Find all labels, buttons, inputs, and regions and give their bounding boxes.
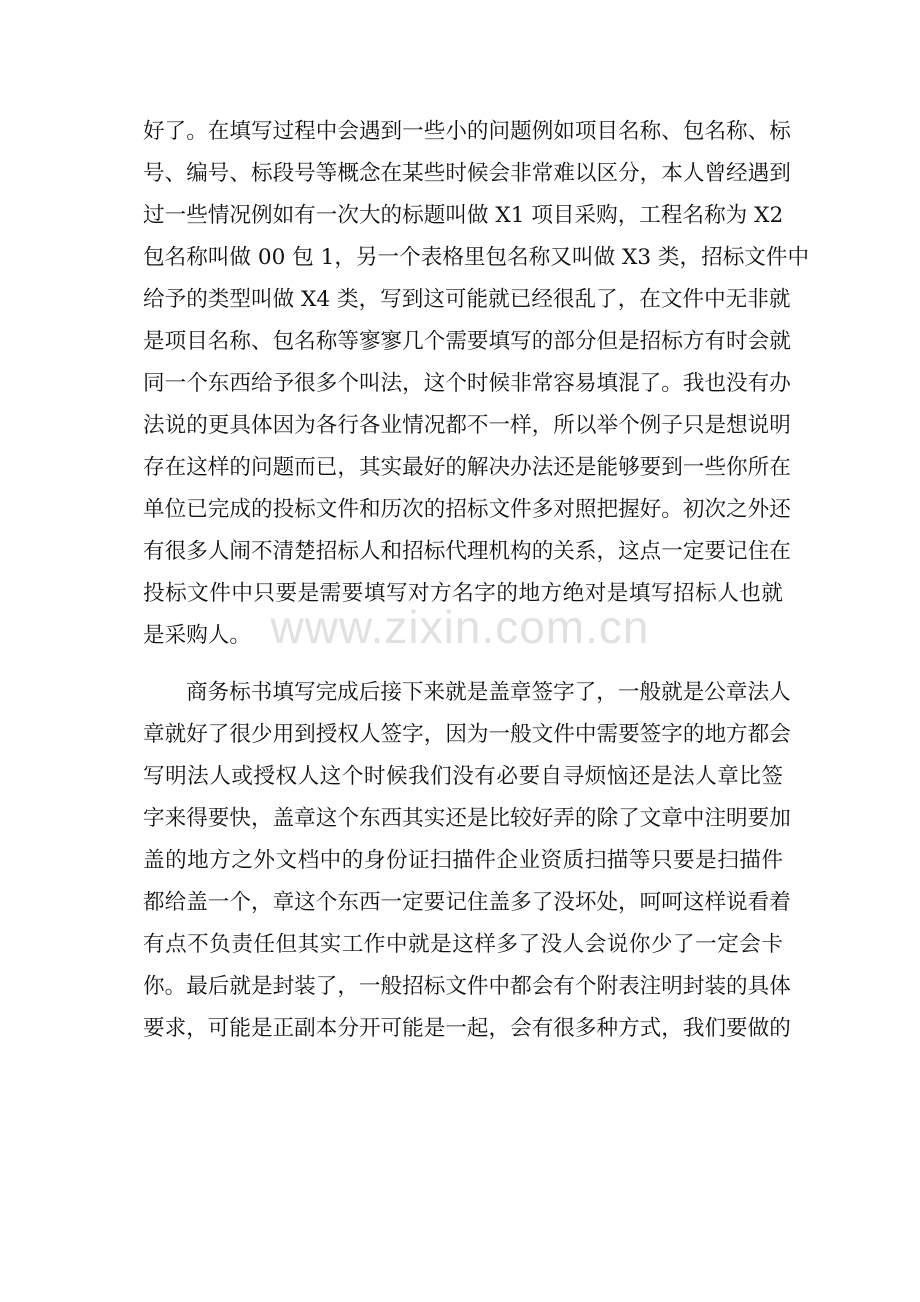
text-line: 投标文件中只要是需要填写对方名字的地方绝对是填写招标人也就: [143, 581, 783, 606]
body-text: [143, 111, 810, 1050]
text-line: 章就好了很少用到授权人签字，因为一般文件中需要签字的地方都会: [143, 722, 791, 747]
paragraph-2: [143, 672, 791, 1050]
text-line: 盖的地方之外文档中的身份证扫描件企业资质扫描等只要是扫描件: [143, 848, 783, 873]
text-line: 是项目名称、包名称等寥寥几个需要填写的部分但是招标方有时会就: [143, 329, 791, 354]
text-line: 同一个东西给予很多个叫法，这个时候非常容易填混了。我也没有办: [143, 371, 791, 396]
text-line: 好了。在填写过程中会遇到一些小的问题例如项目名称、包名称、标: [143, 119, 791, 144]
text-line: 有点不负责任但其实工作中就是这样多了没人会说你少了一定会卡: [143, 932, 783, 957]
text-line: 法说的更具体因为各行各业情况都不一样，所以举个例子只是想说明: [143, 413, 791, 438]
text-line: 要求，可能是正副本分开可能是一起，会有很多种方式，我们要做的: [143, 1016, 791, 1041]
text-line: 包名称叫做 00 包 1，另一个表格里包名称又叫做 X3 类，招标文件中: [143, 245, 810, 270]
text-line: 字来得要快，盖章这个东西其实还是比较好弄的除了文章中注明要加: [143, 806, 791, 831]
text-line: 都给盖一个，章这个东西一定要记住盖多了没坏处，呵呵这样说看着: [143, 890, 791, 915]
text-line: 存在这样的问题而已，其实最好的解决办法还是能够要到一些你所在: [143, 455, 791, 480]
text-line: 号、编号、标段号等概念在某些时候会非常难以区分，本人曾经遇到: [143, 161, 791, 186]
text-line: 你。最后就是封装了，一般招标文件中都会有个附表注明封装的具体: [143, 974, 791, 999]
paragraph-1: [143, 111, 810, 657]
text-line: 过一些情况例如有一次大的标题叫做 X1 项目采购，工程名称为 X2: [143, 203, 784, 228]
paragraph-spacing: [143, 657, 783, 672]
text-line: 是采购人。: [143, 623, 251, 648]
text-line: 给予的类型叫做 X4 类，写到这可能就已经很乱了，在文件中无非就: [143, 287, 791, 312]
text-line: 有很多人闹不清楚招标人和招标代理机构的关系，这点一定要记住在: [143, 539, 791, 564]
watermark: www.zixin.com.cn: [270, 601, 650, 653]
text-line: 商务标书填写完成后接下来就是盖章签字了，一般就是公章法人: [186, 680, 791, 705]
text-line: 单位已完成的投标文件和历次的招标文件多对照把握好。初次之外还: [143, 497, 791, 522]
text-line: 写明法人或授权人这个时候我们没有必要自寻烦恼还是法人章比签: [143, 764, 783, 789]
